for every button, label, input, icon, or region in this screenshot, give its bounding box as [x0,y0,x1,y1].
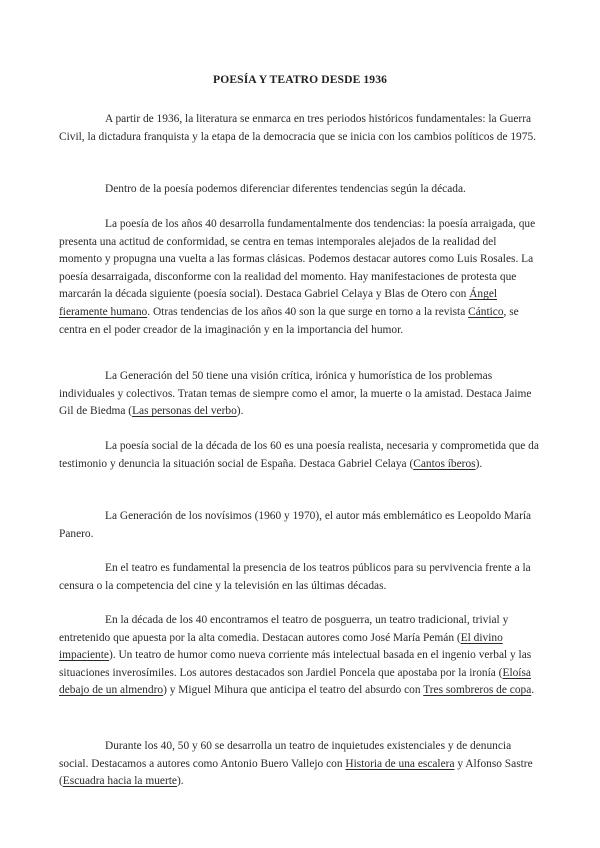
work-title-eloisa-debajo-de-un-almendro: Eloísa debajo de un almendro [59,666,531,697]
paragraph-text: , se centra en el poder creador de la imaginación y en la importancia del humor. [59,305,519,336]
work-title-historia-de-una-escalera: Historia de una escalera [345,757,455,770]
work-title-cantos-iberos: Cantos íberos [413,457,476,470]
paragraph-text: ). [236,405,244,418]
paragraph-text: ). [475,457,483,470]
work-title-las-personas-del-verbo: Las personas del verbo [132,405,237,418]
work-title-el-divino-impaciente: El divino impaciente [59,631,503,662]
paragraph-text: La Generación de los novísimos (1960 y 1970), el autor más emblemático es Leopoldo María Panero. [59,510,532,540]
paragraph-text: ) y Miguel Mihura que anticipa el teatro del absurdo con [163,684,424,697]
paragraph-text: La Generación del 50 tiene una visión crítica, irónica y humorística de los problemas individuales y colectivos. Tratan temas de siempre como el amor, la muerte o la amistad. Destaca Jaime Gil de Biedma ( [59,370,532,418]
paragraph-text: ). Un teatro de humor como nueva corriente más intelectual basada en el ingenio verbal y las situaciones inverosímiles. Los autores destacados son Jardiel Poncela que apostaba por la ironía ( [59,649,532,679]
paragraph-text: A partir de 1936, la literatura se enmarca en tres periodos históricos fundamentales: la Guerra Civil, la dictadura franquista y la etapa de la democracia que se inicia con los cambios políticos de 1975. [59,113,536,143]
paragraph-novisimos [59,508,542,543]
paragraph-text: La poesía de los años 40 desarrolla fundamentalmente dos tendencias: la poesía arraigada, que presenta una actitud de conformidad, se centra en temas intemporales alejados de la realidad del momento y propugna una vuelta a las formas clásicas. Podemos destacar autores como Luis Rosales. La poesía desarraigada, disconforme con la realidad del momento. Hay manifestaciones de protesta que marcarán la década siguiente (poesía social). Destaca Gabriel Celaya y Blas de Otero con [59,218,536,301]
work-title-escuadra-hacia-la-muerte: Escuadra hacia la muerte [62,775,177,788]
paragraph-text: La poesía social de la década de los 60 es una poesía realista, necesaria y comprometida que da testimonio y denuncia la situación social de España. Destaca Gabriel Celaya ( [59,440,539,470]
paragraph-theatre-40s [59,612,542,700]
work-title-tres-sombreros-de-copa: Tres sombreros de copa [423,684,532,697]
paragraph-theatre-existential [59,738,542,791]
paragraph-intro [59,111,542,146]
document-title: POESÍA Y TEATRO DESDE 1936 [213,73,387,86]
paragraph-text: Durante los 40, 50 y 60 se desarrolla un teatro de inquietudes existenciales y de denuncia social. Destacamos a autores como Antonio Buero Vallejo con [59,740,512,770]
work-title-angel-fieramente-humano: Ángel fieramente humano [59,288,498,318]
paragraph-text: y Alfonso Sastre ( [59,757,533,788]
paragraph-text: Dentro de la poesía podemos diferenciar diferentes tendencias según la década. [105,183,466,195]
paragraph-text: . Otras tendencias de los años 40 son la que surge en torno a la revista [147,305,469,318]
paragraph-text: . [531,684,535,697]
paragraph-social-poetry-60s [59,438,542,473]
paragraph-generation-50 [59,368,542,421]
paragraph-theatre-public [59,560,542,595]
paragraph-text: ). [176,775,184,788]
work-title-cantico: Cántico [468,305,504,318]
paragraph-poetry-40s [59,216,542,339]
paragraph-text: En el teatro es fundamental la presencia de los teatros públicos para su pervivencia frente a la censura o la competencia del cine y la televisión en las últimas décadas. [59,562,531,592]
paragraph-text: En la década de los 40 encontramos el teatro de posguerra, un teatro tradicional, trivial y entretenido que apuesta por la alta comedia. Destacan autores como José María Pemán ( [59,614,509,644]
paragraph-poetry-trends [59,181,542,199]
